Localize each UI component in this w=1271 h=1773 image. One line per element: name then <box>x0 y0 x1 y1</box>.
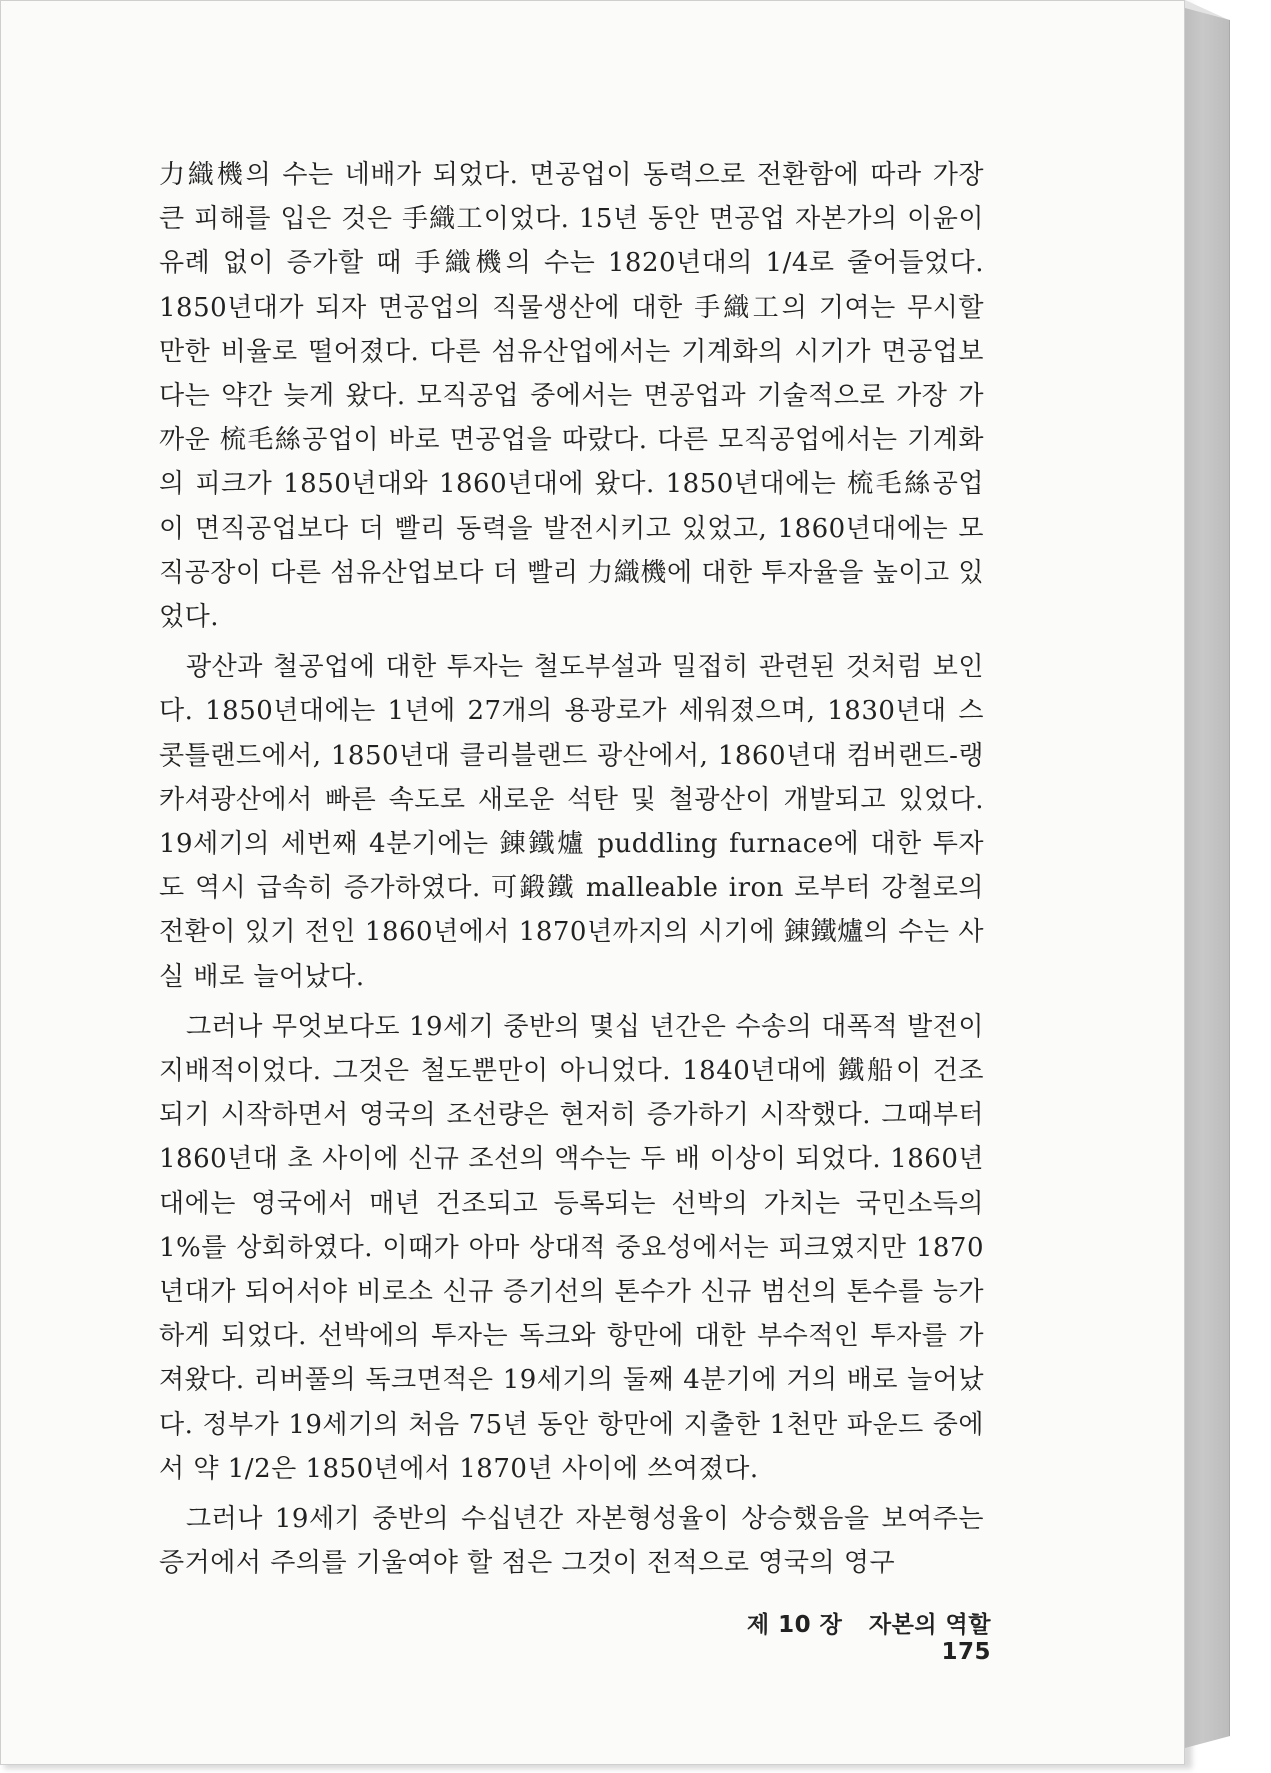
body-text <box>159 153 984 1592</box>
paragraph: 그러나 19세기 중반의 수십년간 자본형성율이 상승했음을 보여주는 증거에서 주의를 기울여야 할 점은 그것이 전적으로 영국의 영구 <box>159 1504 984 1579</box>
paragraph: 광산과 철공업에 대한 투자는 철도부설과 밀접히 관련된 것처럼 보인다. 1850년대에는 1년에 27개의 용광로가 세워졌으며, 1830년대 스콧틀랜드에서, 1850년대 클리블랜드 광산에서, 1860년대 컴버랜드-랭카셔광산에서 빠른 속도로 새로운 석탄 및 철광산이 개발되고 있었다. 19세기의 세번째 4분기에는 錬鐵爐 puddling furnace에 대한 투자도 역시 급속히 증가하였다. 可鍛鐵 malleable iron 로부터 강철로의 전환이 있기 전인 1860년에서 1870년까지의 시기에 錬鐵爐의 수는 사실 배로 늘어났다. <box>159 652 984 992</box>
page-footer <box>671 1606 991 1665</box>
paragraph: 그러나 무엇보다도 19세기 중반의 몇십 년간은 수송의 대폭적 발전이 지배적이었다. 그것은 철도뿐만이 아니었다. 1840년대에 鐵船이 건조되기 시작하면서 영국의 조선량은 현저히 증가하기 시작했다. 그때부터 1860년대 초 사이에 신규 조선의 액수는 두 배 이상이 되었다. 1860년대에는 영국에서 매년 건조되고 등록되는 선박의 가치는 국민소득의 1%를 상회하였다. 이때가 아마 상대적 중요성에서는 피크였지만 1870년대가 되어서야 비로소 신규 증기선의 톤수가 신규 범선의 톤수를 능가하게 되었다. 선박에의 투자는 독크와 항만에 대한 부수적인 투자를 가져왔다. 리버풀의 독크면적은 19세기의 둘째 4분기에 거의 배로 늘어났다. 정부가 19세기의 처음 75년 동안 항만에 지출한 1천만 파운드 중에서 약 1/2은 1850년에서 1870년 사이에 쓰여졌다. <box>159 1011 984 1484</box>
chapter-title: 자본의 역할 <box>868 1612 991 1638</box>
paragraph: 力織機의 수는 네배가 되었다. 면공업이 동력으로 전환함에 따라 가장 큰 피해를 입은 것은 手織工이었다. 15년 동안 면공업 자본가의 이윤이 유례 없이 증가할 때 手織機의 수는 1820년대의 1/4로 줄어들었다. 1850년대가 되자 면공업의 직물생산에 대한 手織工의 기여는 무시할 만한 비율로 떨어졌다. 다른 섬유산업에서는 기계화의 시기가 면공업보다는 약간 늦게 왔다. 모직공업 중에서는 면공업과 기술적으로 가장 가까운 梳毛絲공업이 바로 면공업을 따랐다. 다른 모직공업에서는 기계화의 피크가 1850년대와 1860년대에 왔다. 1850년대에는 梳毛絲공업이 면직공업보다 더 빨리 동력을 발전시키고 있었고, 1860년대에는 모직공장이 다른 섬유산업보다 더 빨리 力織機에 대한 투자율을 높이고 있었다. <box>159 160 984 633</box>
page-number: 175 <box>941 1639 991 1665</box>
chapter-label: 제 10 장 <box>746 1612 843 1638</box>
page-stack-edge <box>1185 8 1230 1748</box>
